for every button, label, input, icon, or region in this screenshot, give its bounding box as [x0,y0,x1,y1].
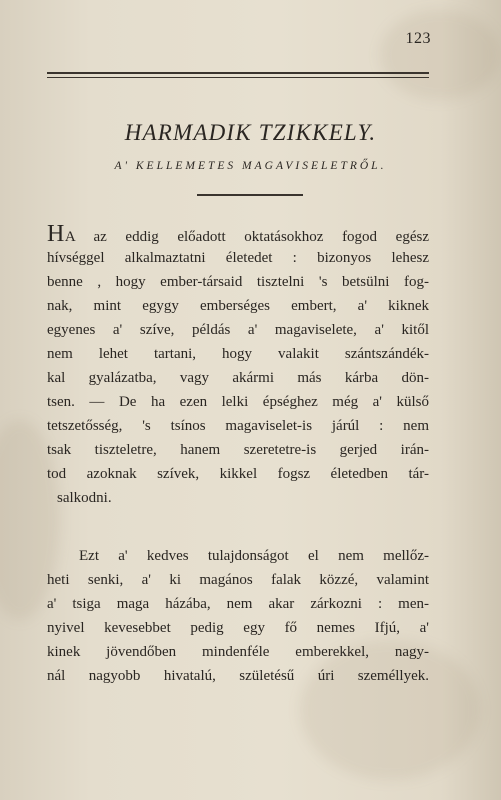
header-rule [47,72,429,74]
text-line: tod azoknak szívek, kikkel fogsz életedben tár- [47,466,429,482]
paragraph-1 [47,222,429,510]
drop-cap: H [47,222,65,246]
text-line: tsen. — De ha ezen lelki épséghez még a' külső [47,394,429,410]
text-line: heti senki, a' ki magános falak közzé, valamint [47,572,429,588]
header-rule [47,77,429,78]
text-line: nyivel kevesebbet pedig egy fő nemes Ifjú, a' [47,620,429,636]
text-line: tsak tiszteletre, hanem szeretetre-is gerjed irán- [47,442,429,458]
text-line: egyenes a' szíve, példás a' magaviselete, a' kitől [47,322,429,338]
text-line: salkodni. [57,490,112,506]
text-line: a' tsiga maga házába, nem akar zárkozni : men- [47,596,429,612]
text-line: Ezt a' kedves tulajdonságot el nem mellőz- [79,548,429,564]
text-line: tetszetősség, 's tsínos magaviselet-is járúl : nem [47,418,429,434]
page-number: 123 [405,30,431,47]
text-line: nál nagyobb hivatalú, születésű úri személlyek. [47,668,429,684]
text-line: kal gyalázatba, vagy akármi más kárba dön- [47,370,429,386]
text-line [47,222,429,246]
text-line: benne , hogy ember-társaid tisztelni 's betsülni fog- [47,274,429,290]
chapter-subtitle: A' KELLEMETES MAGAVISELETRŐL. [114,160,387,172]
chapter-title: HARMADIK TZIKKELY. [124,120,377,145]
text-line: hívséggel alkalmaztatni életedet : bizonyos lehesz [47,250,429,266]
paper-stain [380,10,500,100]
line-text: A az eddig előadott oktatásokhoz fogod egész [64,229,429,245]
text-line: kinek jövendőben mindenféle emberekkel, nagy- [47,644,429,660]
paragraph-2 [47,544,429,688]
text-line: nem lehet tartani, hogy valakit szántszándék- [47,346,429,362]
text-line: nak, mint egygy emberséges embert, a' kiknek [47,298,429,314]
title-rule [197,194,303,196]
